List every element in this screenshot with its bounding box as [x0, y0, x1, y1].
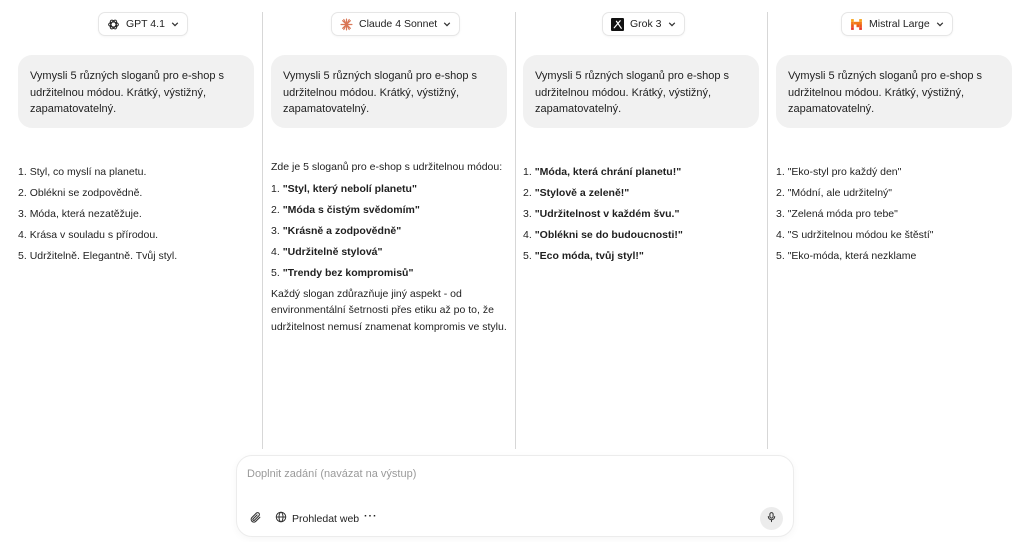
response-outro: Každý slogan zdůrazňuje jiný aspekt - od environmentální šetrnosti přes etiku až po to, že udržitelnost nemusí znamenat kompromis ve stylu. — [271, 287, 507, 333]
response-gpt — [18, 164, 254, 269]
list-item: 4. "S udržitelnou módou ke štěstí" — [776, 229, 934, 241]
list-item: 5. Udržitelně. Elegantně. Tvůj styl. — [18, 250, 178, 262]
model-name: GPT 4.1 — [126, 18, 165, 30]
response-mistral — [776, 164, 1016, 269]
list-item: 3. "Udržitelnost v každém švu." — [523, 208, 680, 220]
model-selector-mistral[interactable] — [841, 12, 953, 36]
model-name: Grok 3 — [630, 18, 662, 30]
list-item: 2. "Stylově a zeleně!" — [523, 187, 630, 199]
column-gpt — [0, 0, 262, 450]
list-item: 4. "Oblékni se do budoucnosti!" — [523, 229, 683, 241]
response-grok — [523, 164, 759, 269]
user-prompt-bubble: Vymysli 5 různých sloganů pro e-shop s udržitelnou módou. Krátký, výstižný, zapamatovatelný. — [18, 55, 254, 128]
response-intro: Zde je 5 sloganů pro e-shop s udržitelnou módou: — [271, 161, 503, 173]
chevron-down-icon — [668, 20, 676, 28]
list-item: 3. "Zelená móda pro tebe" — [776, 208, 898, 220]
chevron-down-icon — [443, 20, 451, 28]
list-item: 1. Styl, co myslí na planetu. — [18, 166, 147, 178]
claude-sunburst-icon — [340, 18, 353, 31]
column-grok — [516, 0, 767, 450]
chevron-down-icon — [936, 20, 944, 28]
search-web-button[interactable] — [275, 511, 359, 526]
search-web-label: Prohledat web — [292, 512, 360, 525]
more-icon: ··· — [364, 510, 378, 522]
response-claude — [271, 159, 507, 340]
list-item: 4. Krása v souladu s přírodou. — [18, 229, 159, 241]
grok-icon — [611, 18, 624, 31]
list-item: 5. "Eko-móda, která nezklame — [776, 250, 917, 262]
model-selector-grok[interactable] — [602, 12, 685, 36]
column-mistral — [768, 0, 1024, 450]
paperclip-icon — [249, 511, 262, 527]
list-item: 2. "Móda s čistým svědomím" — [271, 203, 420, 216]
model-selector-claude[interactable] — [331, 12, 460, 36]
more-options-button[interactable] — [364, 510, 378, 522]
openai-icon — [107, 18, 120, 31]
prompt-input[interactable] — [247, 464, 777, 484]
model-selector-gpt[interactable] — [98, 12, 188, 36]
list-item: 5. "Trendy bez kompromisů" — [271, 266, 414, 279]
attach-button[interactable] — [249, 511, 262, 527]
column-claude — [263, 0, 515, 450]
mistral-icon — [850, 18, 863, 31]
list-item: 3. Móda, která nezatěžuje. — [18, 208, 142, 220]
list-item: 5. "Eco móda, tvůj styl!" — [523, 250, 644, 262]
chevron-down-icon — [171, 20, 179, 28]
list-item: 2. "Módní, ale udržitelný" — [776, 187, 893, 199]
list-item: 4. "Udržitelně stylová" — [271, 245, 383, 258]
user-prompt-bubble: Vymysli 5 různých sloganů pro e-shop s udržitelnou módou. Krátký, výstižný, zapamatovatelný. — [271, 55, 507, 128]
model-name: Claude 4 Sonnet — [359, 18, 438, 30]
list-item: 1. "Styl, který nebolí planetu" — [271, 182, 417, 195]
prompt-composer — [236, 455, 794, 537]
model-name: Mistral Large — [869, 18, 930, 30]
user-prompt-bubble: Vymysli 5 různých sloganů pro e-shop s udržitelnou módou. Krátký, výstižný, zapamatovatelný. — [776, 55, 1012, 128]
list-item: 1. "Móda, která chrání planetu!" — [523, 166, 682, 178]
microphone-icon — [766, 510, 777, 528]
microphone-button[interactable] — [760, 507, 783, 530]
list-item: 3. "Krásně a zodpovědně" — [271, 224, 402, 237]
globe-icon — [275, 511, 287, 526]
user-prompt-bubble: Vymysli 5 různých sloganů pro e-shop s udržitelnou módou. Krátký, výstižný, zapamatovatelný. — [523, 55, 759, 128]
list-item: 2. Oblékni se zodpovědně. — [18, 187, 143, 199]
list-item: 1. "Eko-styl pro každý den" — [776, 166, 902, 178]
